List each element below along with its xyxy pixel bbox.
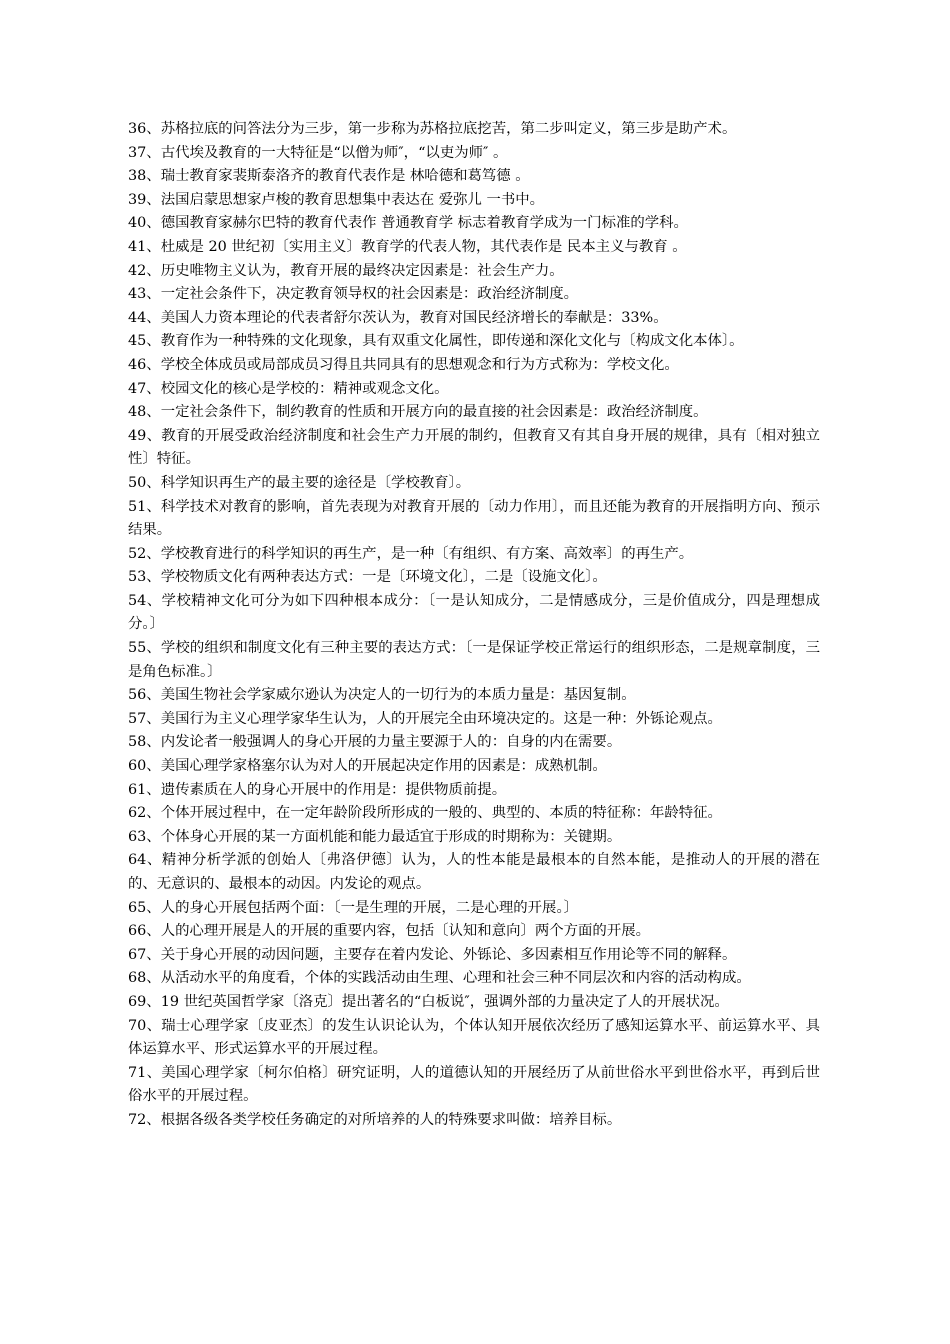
list-item: 65、人的身心开展包括两个面：〔一是生理的开展，二是心理的开展。〕 xyxy=(128,899,579,916)
list-item: 42、历史唯物主义认为，教育开展的最终决定因素是：社会生产力。 xyxy=(128,262,564,279)
list-item: 49、教育的开展受政治经济制度和社会生产力开展的制约，但教育又有其自身开展的规律，具有〔相对独立性〕特征。 xyxy=(128,427,820,468)
list-item: 58、内发论者一般强调人的身心开展的力量主要源于人的：自身的内在需要。 xyxy=(128,734,622,751)
list-item: 51、科学技术对教育的影响，首先表现为对教育开展的〔动力作用〕，而且还能为教育的开展指明方向、预示结果。 xyxy=(128,498,820,539)
list-item: 44、美国人力资本理论的代表者舒尔茨认为，教育对国民经济增长的奉献是：33%。 xyxy=(128,309,668,326)
list-item: 71、美国心理学家〔柯尔伯格〕研究证明，人的道德认知的开展经历了从前世俗水平到世俗水平，再到后世俗水平的开展过程。 xyxy=(128,1064,820,1105)
list-item: 45、教育作为一种特殊的文化现象，具有双重文化属性，即传递和深化文化与〔构成文化本体〕。 xyxy=(128,333,744,350)
list-item: 43、一定社会条件下，决定教育领导权的社会因素是：政治经济制度。 xyxy=(128,286,579,303)
list-item: 47、校园文化的核心是学校的：精神或观念文化。 xyxy=(128,380,449,397)
list-item: 39、法国启蒙思想家卢梭的教育思想集中表达在 爱弥儿 一书中。 xyxy=(128,191,545,208)
list-item: 36、苏格拉底的问答法分为三步，第一步称为苏格拉底挖苦，第二步叫定义，第三步是助产术。 xyxy=(128,121,737,137)
document-page xyxy=(128,118,820,1133)
list-item: 40、德国教育家赫尔巴特的教育代表作 普通教育学 标志着教育学成为一门标准的学科。 xyxy=(128,215,688,232)
list-item: 68、从活动水平的角度看，个体的实践活动由生理、心理和社会三种不同层次和内容的活动构成。 xyxy=(128,970,751,987)
list-item: 56、美国生物社会学家威尔逊认为决定人的一切行为的本质力量是：基因复制。 xyxy=(128,687,636,704)
list-item: 70、瑞士心理学家〔皮亚杰〕的发生认识论认为，个体认知开展依次经历了感知运算水平、前运算水平、具体运算水平、形式运算水平的开展过程。 xyxy=(128,1017,820,1058)
list-item: 46、学校全体成员或局部成员习得且共同具有的思想观念和行为方式称为：学校文化。 xyxy=(128,356,679,373)
list-item: 69、19 世纪英国哲学家〔洛克〕提出著名的“白板说″，强调外部的力量决定了人的开展状况。 xyxy=(128,993,729,1010)
list-item: 53、学校物质文化有两种表达方式：一是〔环境文化〕，二是〔设施文化〕。 xyxy=(128,569,607,586)
list-item: 63、个体身心开展的某一方面机能和能力最适宜于形成的时期称为：关键期。 xyxy=(128,828,622,845)
list-item: 67、关于身心开展的动因问题，主要存在着内发论、外铄论、多因素相互作用论等不同的解释。 xyxy=(128,946,737,963)
list-item: 72、根据各级各类学校任务确定的对所培养的人的特殊要求叫做：培养目标。 xyxy=(128,1111,622,1128)
list-item: 50、科学知识再生产的最主要的途径是〔学校教育〕。 xyxy=(128,474,471,491)
list-item: 57、美国行为主义心理学家华生认为，人的开展完全由环境决定的。这是一种：外铄论观点。 xyxy=(128,710,722,727)
list-item: 64、精神分析学派的创始人〔弗洛伊德〕认为，人的性本能是最根本的自然本能，是推动人的开展的潜在的、无意识的、最根本的动因。内发论的观点。 xyxy=(128,852,820,892)
list-item: 66、人的心理开展是人的开展的重要内容，包括〔认知和意向〕两个方面的开展。 xyxy=(128,923,650,940)
list-item: 52、学校教育进行的科学知识的再生产，是一种〔有组织、有方案、高效率〕的再生产。 xyxy=(128,545,694,562)
list-item: 62、个体开展过程中，在一定年龄阶段所形成的一般的、典型的、本质的特征称：年龄特征。 xyxy=(128,805,722,822)
list-item: 48、一定社会条件下，制约教育的性质和开展方向的最直接的社会因素是：政治经济制度。 xyxy=(128,404,708,421)
list-item: 37、古代埃及教育的一大特征是“以僧为师″，“以吏为师″ 。 xyxy=(128,144,508,161)
list-item: 38、瑞士教育家裴斯泰洛齐的教育代表作是 林哈德和葛笃德 。 xyxy=(128,168,530,185)
list-item: 54、学校精神文化可分为如下四种根本成分：〔一是认知成分，二是情感成分，三是价值成分，四是理想成分。〕 xyxy=(128,592,820,633)
list-item: 60、美国心理学家格塞尔认为对人的开展起决定作用的因素是：成熟机制。 xyxy=(128,758,607,775)
list-item: 55、学校的组织和制度文化有三种主要的表达方式：〔一是保证学校正常运行的组织形态，二是规章制度，三是角色标准。〕 xyxy=(128,640,820,680)
list-item: 61、遗传素质在人的身心开展中的作用是：提供物质前提。 xyxy=(128,781,507,798)
list-item: 41、杜威是 20 世纪初〔实用主义〕教育学的代表人物，其代表作是 民本主义与教育 。 xyxy=(128,238,687,255)
